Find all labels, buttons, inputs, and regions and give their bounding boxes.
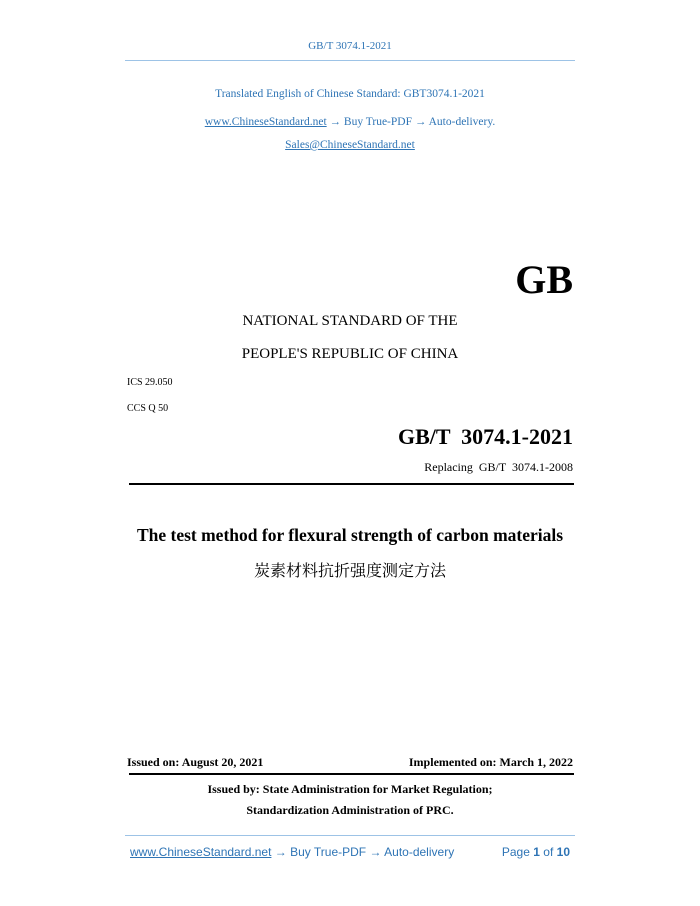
page-total: 10 <box>556 845 570 859</box>
footer-site-link[interactable]: www.ChineseStandard.net <box>130 845 272 859</box>
issued-on-date: Issued on: August 20, 2021 <box>127 755 264 769</box>
title-divider <box>129 483 574 485</box>
document-title-english: The test method for flexural strength of carbon materials <box>136 525 564 545</box>
arrow-right-icon: → <box>414 116 427 128</box>
issuing-authority: Issued by: State Administration for Market Regulation; <box>207 782 493 796</box>
sales-email-link[interactable]: Sales@ChineseStandard.net <box>285 139 415 151</box>
page-label: Page <box>501 845 530 859</box>
footer-buy-pdf-text: Buy True-PDF <box>290 845 367 859</box>
email-line <box>0 139 700 151</box>
national-standard-line2: PEOPLE'S REPUBLIC OF CHINA <box>241 346 459 362</box>
document-title-chinese: 炭素材料抗折强度测定方法 <box>253 561 446 580</box>
footer-auto-delivery-text: Auto-delivery <box>384 845 455 859</box>
implemented-on-date: Implemented on: March 1, 2022 <box>408 755 573 769</box>
running-header: GB/T 3074.1-2021 <box>308 40 392 52</box>
page-current: 1 <box>533 845 540 859</box>
national-standard-line1: NATIONAL STANDARD OF THE <box>242 313 458 329</box>
translation-notice: Translated English of Chinese Standard: GBT3074.1-2021 <box>215 88 485 100</box>
header-divider <box>125 60 575 61</box>
arrow-right-icon: → <box>329 116 342 128</box>
arrow-right-icon: → <box>369 845 382 859</box>
site-link[interactable]: www.ChineseStandard.net <box>204 116 327 128</box>
page-of-label: of <box>543 845 554 859</box>
gb-mark: GB <box>515 257 573 302</box>
footer-divider <box>125 835 575 836</box>
standard-number: GB/T 3074.1-2021 <box>397 424 573 449</box>
page-indicator <box>502 845 570 859</box>
arrow-right-icon: → <box>274 845 287 859</box>
replacing-note: Replacing GB/T 3074.1-2008 <box>424 460 573 474</box>
ccs-code: CCS Q 50 <box>127 403 169 414</box>
dates-divider <box>129 773 574 775</box>
auto-delivery-text: Auto-delivery. <box>428 116 496 128</box>
promo-line <box>0 116 700 128</box>
buy-pdf-text: Buy True-PDF <box>343 116 412 128</box>
standardization-administration: Standardization Administration of PRC. <box>246 803 454 817</box>
footer-promo <box>130 845 454 859</box>
ics-code: ICS 29.050 <box>127 377 173 388</box>
